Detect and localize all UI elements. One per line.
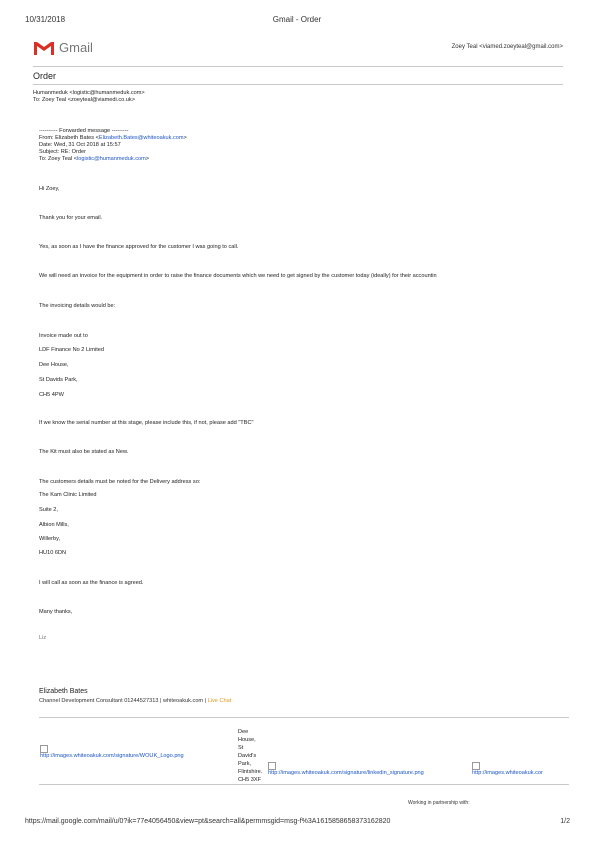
- invoice-line: CH5 4PW: [39, 392, 64, 398]
- forward-to-close: >: [145, 156, 150, 162]
- gmail-logo-icon: [33, 40, 55, 56]
- forward-from-label: From: Elizabeth Bates <: [39, 135, 99, 141]
- body-paragraph: Yes, as soon as I have the finance approved for the customer I was going to call.: [39, 244, 239, 250]
- print-title: Gmail - Order: [272, 15, 322, 24]
- invoice-line: LDF Finance No 2 Limited: [39, 347, 104, 353]
- email-subject: Order: [33, 71, 57, 81]
- print-date: 10/31/2018: [25, 15, 66, 24]
- body-paragraph: Thank you for your email.: [39, 215, 103, 221]
- broken-image-icon: [40, 745, 48, 753]
- header-divider: [33, 66, 563, 67]
- signature-logo-image[interactable]: [40, 745, 184, 759]
- forward-to-email-link[interactable]: logistic@humanmeduk.com: [77, 156, 146, 162]
- address-line: CH5 3XF: [238, 777, 262, 783]
- page-number: 1/2: [560, 818, 570, 825]
- address-line: Flintshire.: [238, 769, 263, 775]
- address-line: Dee: [238, 729, 249, 735]
- customer-line: Suite 2,: [39, 507, 58, 513]
- signature-title-line: [39, 698, 231, 704]
- body-paragraph: The Kit must also be stated as New.: [39, 449, 129, 455]
- sender-initials: Liz: [39, 635, 47, 641]
- signature-divider-top: [39, 717, 569, 718]
- body-paragraph: If we know the serial number at this stage, please include this, if not, please add "TBC": [39, 420, 254, 426]
- page-url: https://mail.google.com/mail/u/0?ik=77e4056450&view=pt&search=all&permmsgid=msg-f%3A1615858658373162820: [25, 818, 391, 825]
- address-line: Park,: [238, 761, 252, 767]
- greeting: Hi Zoey,: [39, 186, 60, 192]
- customer-line: Willerby,: [39, 536, 61, 542]
- forward-date: Date: Wed, 31 Oct 2018 at 15:57: [39, 142, 121, 148]
- subject-divider: [33, 84, 563, 85]
- closing: Many thanks,: [39, 609, 73, 615]
- address-line: David's: [238, 753, 257, 759]
- customer-line: HU10 6DN: [39, 550, 67, 556]
- gmail-brand-name: Gmail: [59, 40, 93, 55]
- third-image-link[interactable]: http://images.whiteoakuk.cor: [472, 770, 543, 776]
- body-paragraph: I will call as soon as the finance is agreed.: [39, 580, 144, 586]
- forward-marker: ---------- Forwarded message ---------: [39, 128, 129, 134]
- body-paragraph: The customers details must be noted for the Delivery address so:: [39, 479, 201, 485]
- address-line: St: [238, 745, 244, 751]
- broken-image-icon: [268, 762, 276, 770]
- customer-line: Albion Mills,: [39, 522, 69, 528]
- signature-linkedin-image[interactable]: [268, 762, 424, 776]
- invoice-line: Invoice made out to: [39, 333, 88, 339]
- sender-line: Humanmeduk <logistic@humanmeduk.com>: [33, 90, 145, 96]
- signature-third-image[interactable]: [472, 762, 569, 776]
- body-paragraph: We will need an invoice for the equipment in order to raise the finance documents which we need to get signed by the customer today (ideally) for their accountin: [39, 273, 437, 279]
- address-line: House,: [238, 737, 256, 743]
- invoice-line: Dee House,: [39, 362, 69, 368]
- broken-image-icon: [472, 762, 480, 770]
- forward-from: [39, 135, 187, 141]
- signature-title-phone: Channel Development Consultant 01244527313 |: [39, 698, 163, 704]
- signature-name: Elizabeth Bates: [39, 688, 88, 695]
- forward-to-label: To: Zoey Teal <: [39, 156, 77, 162]
- forward-from-close: >: [183, 135, 187, 141]
- recipient-line: To: Zoey Teal <zoeyteal@viamedi.co.uk>: [33, 97, 135, 103]
- linkedin-image-link[interactable]: http://images.whiteoakuk.com/signature/linkedin_signature.png: [268, 770, 424, 776]
- signature-site-link[interactable]: whiteoakuk.com: [162, 698, 204, 704]
- signature-address: [238, 728, 268, 784]
- forward-subject: Subject: RE: Order: [39, 149, 86, 155]
- body-paragraph: The invoicing details would be:: [39, 303, 116, 309]
- partnership-label: Working in partnership with:: [408, 800, 470, 806]
- live-chat-link[interactable]: Live Chat: [207, 698, 232, 704]
- forward-from-email-link[interactable]: Elizabeth.Bates@whiteoakuk.com: [98, 135, 184, 141]
- signature-separator: |: [203, 698, 208, 704]
- signature-divider-bottom: [39, 784, 569, 785]
- account-email: Zoey Teal <viamed.zoeyteal@gmail.com>: [451, 44, 563, 50]
- invoice-line: St Davids Park,: [39, 377, 78, 383]
- forward-to: [39, 156, 149, 162]
- logo-image-link[interactable]: http://images.whiteoakuk.com/signature/WOUK_Logo.png: [40, 753, 184, 759]
- customer-line: The Kam Clinic Limited: [39, 492, 97, 498]
